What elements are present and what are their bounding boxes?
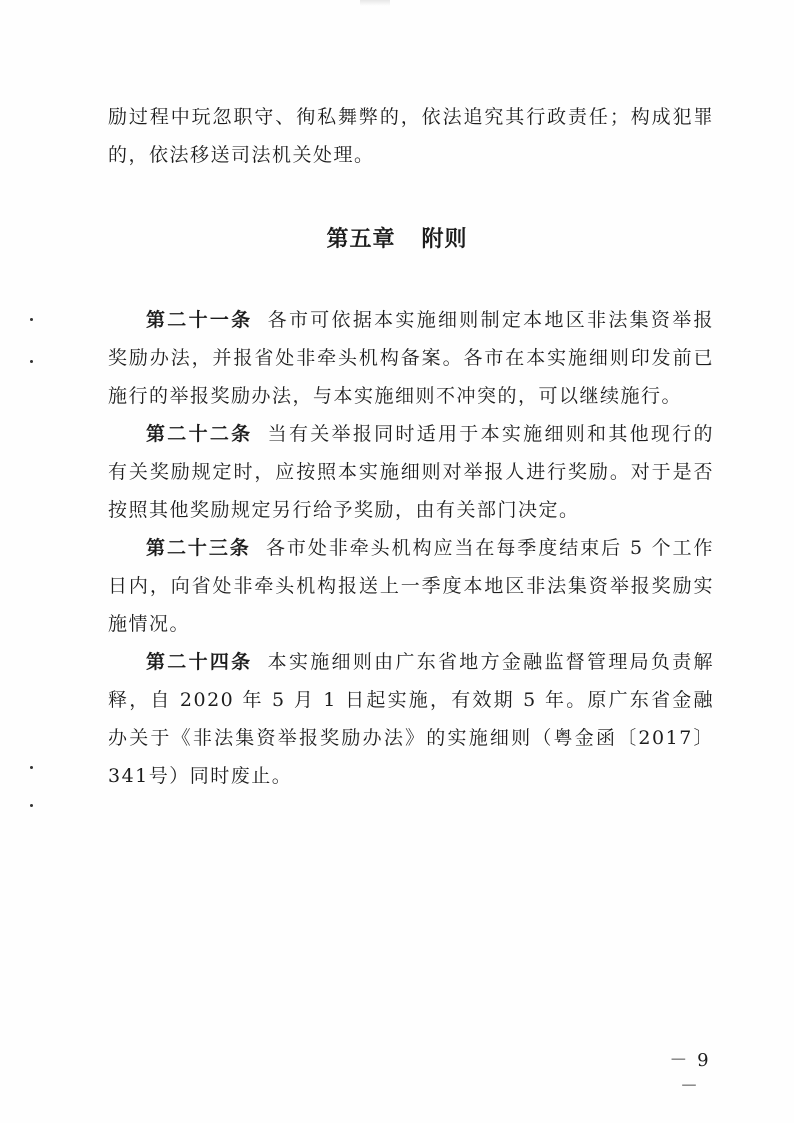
continuation-paragraph: 励过程中玩忽职守、徇私舞弊的，依法追究其行政责任；构成犯罪的，依法移送司法机关处理。 xyxy=(108,106,714,166)
article-text: 当有关举报同时适用于本实施细则和其他现行的有关奖励规定时，应按照本实施细则对举报人进行奖励。对于是否按照其他奖励规定另行给予奖励，由有关部门决定。 xyxy=(108,423,714,521)
article-24 xyxy=(108,643,714,795)
scan-artifact xyxy=(360,0,390,6)
article-23 xyxy=(108,529,714,643)
article-label: 第二十一条 xyxy=(146,309,253,331)
article-label: 第二十四条 xyxy=(146,651,253,673)
margin-mark xyxy=(30,360,33,363)
article-label: 第二十二条 xyxy=(146,423,253,445)
article-text: 各市可依据本实施细则制定本地区非法集资举报奖励办法，并报省处非牵头机构备案。各市在本实施细则印发前已施行的举报奖励办法，与本实施细则不冲突的，可以继续施行。 xyxy=(108,309,714,407)
article-21 xyxy=(108,301,714,415)
article-label: 第二十三条 xyxy=(146,537,251,559)
page-number: － 9 － xyxy=(669,1050,711,1097)
article-text: 各市处非牵头机构应当在每季度结束后 5 个工作日内，向省处非牵头机构报送上一季度本地区非法集资举报奖励实施情况。 xyxy=(108,537,714,635)
margin-mark xyxy=(30,318,33,321)
chapter-title: 附则 xyxy=(421,227,468,252)
articles-section xyxy=(108,301,714,795)
chapter-heading xyxy=(0,222,794,253)
margin-mark xyxy=(30,804,33,807)
chapter-number: 第五章 xyxy=(326,227,396,252)
article-22 xyxy=(108,415,714,529)
margin-mark xyxy=(30,766,33,769)
article-text: 本实施细则由广东省地方金融监督管理局负责解释，自 2020 年 5 月 1 日起实施，有效期 5 年。原广东省金融办关于《非法集资举报奖励办法》的实施细则（粤金函〔2017〕341号）同时废止。 xyxy=(108,651,714,787)
continuation-section xyxy=(108,98,714,174)
